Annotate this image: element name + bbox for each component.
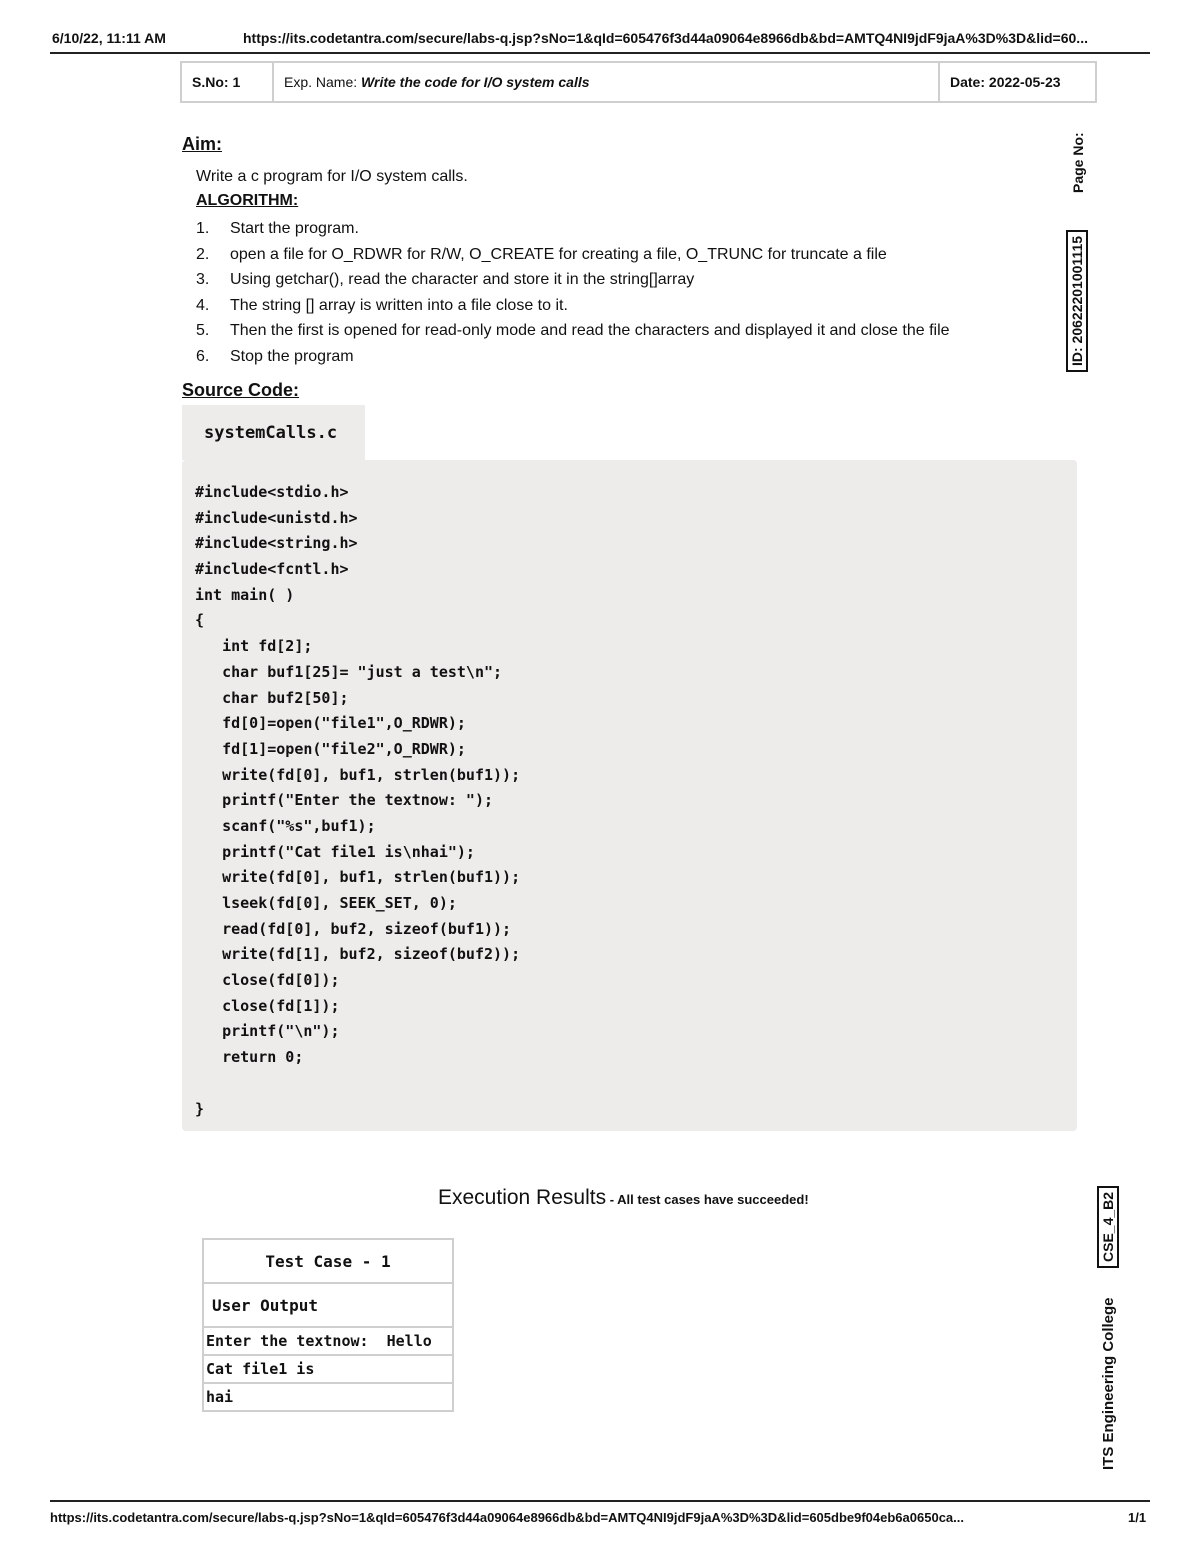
sno-value: 1 xyxy=(232,74,241,90)
code-line: write(fd[0], buf1, strlen(buf1)); xyxy=(195,765,521,784)
algorithm-heading: ALGORITHM: xyxy=(196,192,299,209)
code-line: close(fd[0]); xyxy=(195,971,340,990)
source-code-heading: Source Code: xyxy=(182,380,300,400)
date-cell xyxy=(940,63,1095,101)
algorithm-step: 2. open a file for O_RDWR for R/W, O_CREATE for creating a file, O_TRUNC for truncate a file xyxy=(196,245,887,263)
aim-heading: Aim: xyxy=(182,134,222,154)
code-line: close(fd[1]); xyxy=(195,996,340,1015)
footer-url: https://its.codetantra.com/secure/labs-q.jsp?sNo=1&qId=605476f3d44a09064e8966db&bd=AMTQ4NI9jdF9jaA%3D%3D&lid=605dbe9f04eb6a0650ca... xyxy=(50,1510,964,1525)
algorithm-step: 5. Then the first is opened for read-only mode and read the characters and displayed it and close the file xyxy=(196,322,950,340)
code-line: int fd[2]; xyxy=(195,637,313,656)
code-line: #include<unistd.h> xyxy=(195,508,358,527)
output-row: hai xyxy=(206,1388,234,1406)
exp-name-cell xyxy=(274,63,940,101)
code-line: { xyxy=(195,611,205,630)
header-divider xyxy=(50,52,1150,54)
code-line xyxy=(195,1071,1077,1097)
algorithm-list xyxy=(196,218,950,372)
date-label: Date: xyxy=(950,74,986,90)
algorithm-step: 3. Using getchar(), read the character and store it in the string[]array xyxy=(196,271,695,289)
code-line: #include<stdio.h> xyxy=(195,483,349,501)
code-line: return 0; xyxy=(195,1048,304,1067)
sno-label: S.No: xyxy=(192,74,229,90)
code-line: char buf1[25]= "just a test\n"; xyxy=(195,662,503,681)
college-label: ITS Engineering College xyxy=(1100,1297,1117,1470)
output-row: Cat file1 is xyxy=(204,1356,452,1384)
algorithm-step: 1. Start the program. xyxy=(196,220,359,237)
exp-name-label: Exp. Name: xyxy=(284,74,358,90)
code-line: } xyxy=(195,1099,205,1118)
algorithm-step: 4. The string [] array is written into a file close to it. xyxy=(196,296,568,314)
code-line: int main( ) xyxy=(195,585,295,604)
code-line: printf("Enter the textnow: "); xyxy=(195,791,494,810)
footer-divider xyxy=(50,1500,1150,1502)
code-line: scanf("%s",buf1); xyxy=(195,816,376,835)
page-number: 1/1 xyxy=(1128,1510,1147,1525)
code-line: write(fd[1], buf2, sizeof(buf2)); xyxy=(195,945,521,964)
aim-text: Write a c program for I/O system calls. xyxy=(196,168,468,185)
file-tab[interactable]: systemCalls.c xyxy=(182,405,365,460)
execution-results-heading xyxy=(438,1186,809,1210)
code-line: read(fd[0], buf2, sizeof(buf1)); xyxy=(195,919,512,938)
code-block xyxy=(182,460,1077,1131)
code-line: fd[0]=open("file1",O_RDWR); xyxy=(195,714,466,733)
output-row: Enter the textnow: Hello xyxy=(204,1328,452,1356)
student-id-label: ID: 20622201001115 xyxy=(1066,230,1088,372)
code-line: printf("Cat file1 is\nhai"); xyxy=(195,842,475,861)
section-label: CSE_4_B2 xyxy=(1097,1186,1119,1268)
execution-results-title: Execution Results xyxy=(438,1186,607,1209)
execution-results-status: - All test cases have succeeded! xyxy=(606,1192,809,1207)
sno-cell xyxy=(182,63,274,101)
algorithm-step: 6. Stop the program xyxy=(196,347,354,365)
test-case-table xyxy=(202,1238,454,1412)
experiment-meta-table xyxy=(180,61,1097,103)
date-value: 2022-05-23 xyxy=(988,74,1061,90)
print-datetime: 6/10/22, 11:11 AM xyxy=(52,30,166,46)
test-case-title: Test Case - 1 xyxy=(204,1240,452,1284)
code-line: fd[1]=open("file2",O_RDWR); xyxy=(195,739,466,758)
code-line: write(fd[0], buf1, strlen(buf1)); xyxy=(195,868,521,887)
page-no-label: Page No: xyxy=(1070,132,1086,193)
user-output-label: User Output xyxy=(204,1284,452,1328)
code-line: #include<fcntl.h> xyxy=(195,560,349,579)
code-line: lseek(fd[0], SEEK_SET, 0); xyxy=(195,894,457,912)
exp-name-value: Write the code for I/O system calls xyxy=(361,74,590,90)
code-line: printf("\n"); xyxy=(195,1022,340,1041)
code-line: char buf2[50]; xyxy=(195,688,349,707)
print-url: https://its.codetantra.com/secure/labs-q.jsp?sNo=1&qId=605476f3d44a09064e8966db&bd=AMTQ4NI9jdF9jaA%3D%3D&lid=60... xyxy=(243,30,1088,46)
code-line: #include<string.h> xyxy=(195,534,358,553)
